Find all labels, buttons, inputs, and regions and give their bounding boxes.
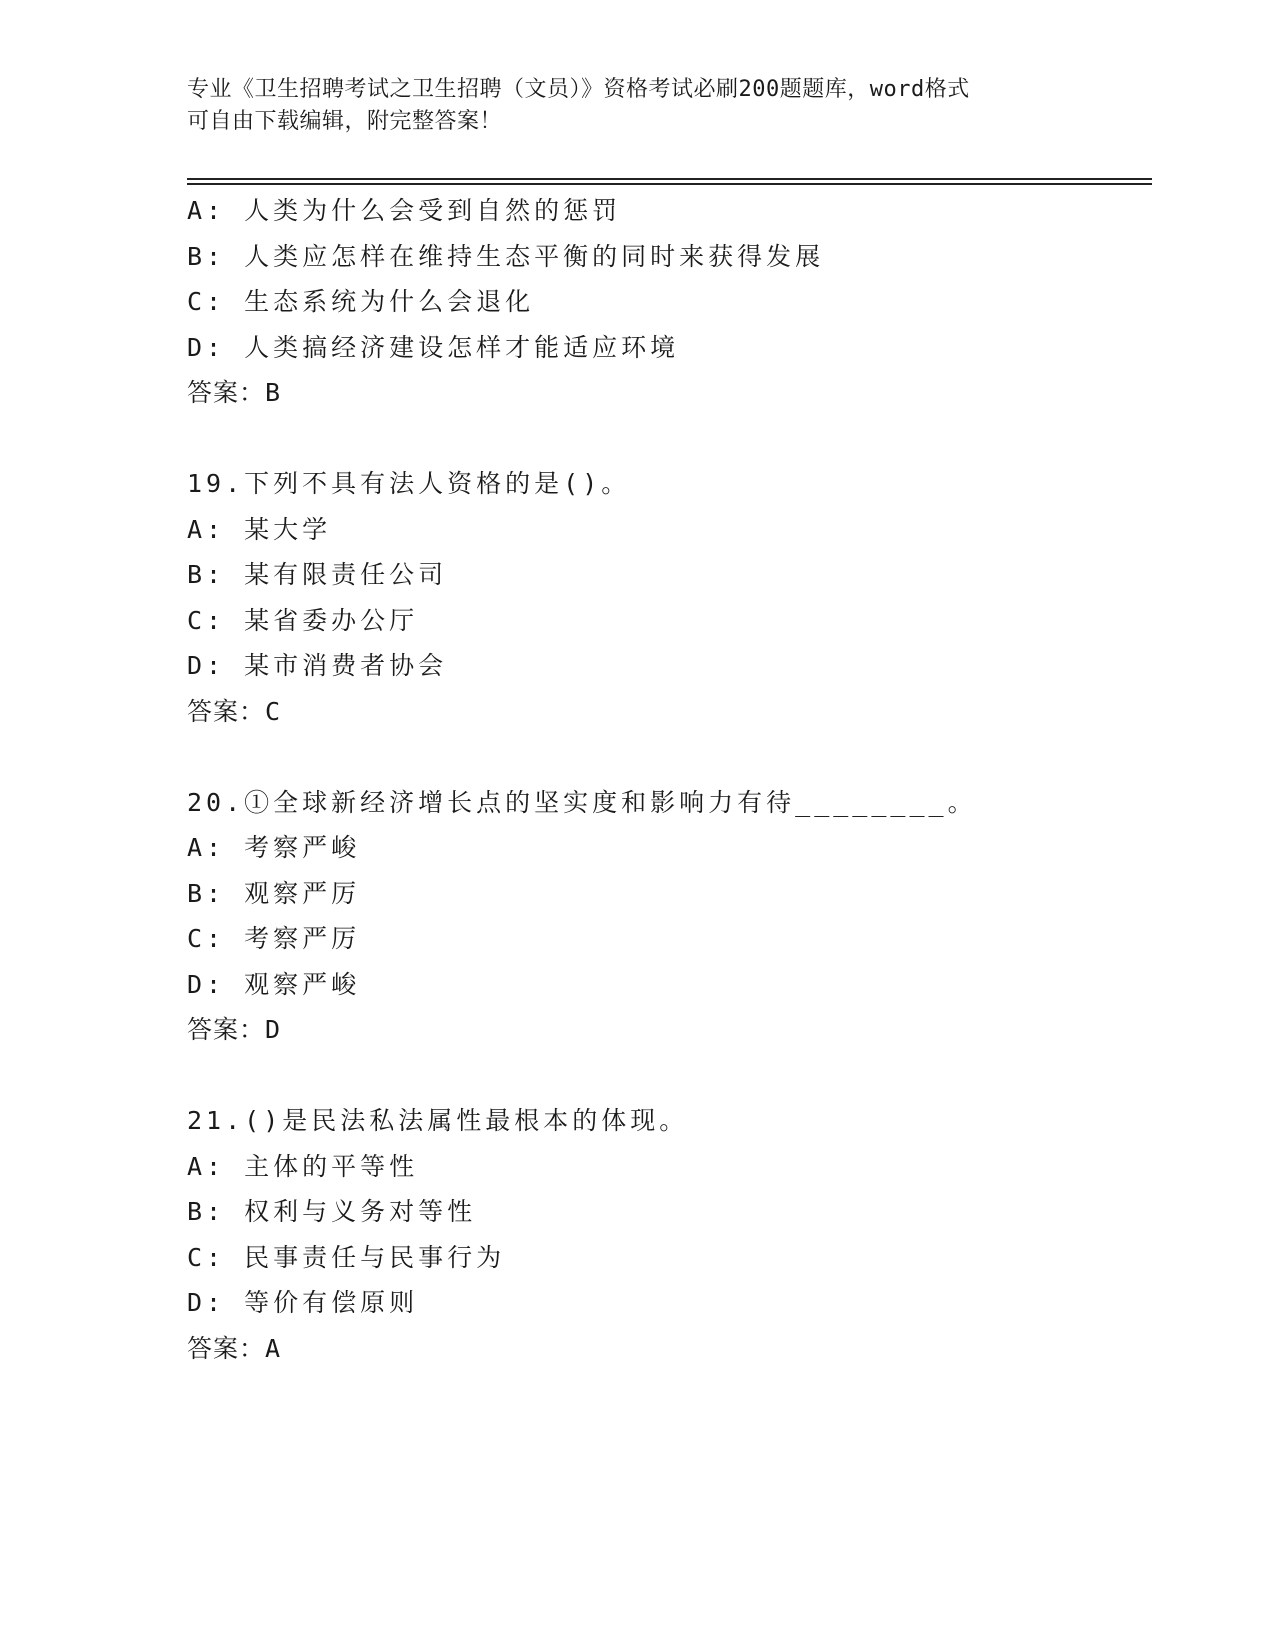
question-list xyxy=(187,188,1147,1371)
option-a: A: 主体的平等性 xyxy=(187,1151,419,1181)
answer-line xyxy=(187,1007,1147,1053)
answer-label: 答案： xyxy=(187,378,266,407)
answer-value: C xyxy=(265,696,282,726)
option-b: B: 某有限责任公司 xyxy=(187,560,448,589)
option-b: B: 观察严厉 xyxy=(187,878,361,908)
option-c: C: 考察严厉 xyxy=(187,924,361,953)
document-header xyxy=(187,74,1087,138)
option-a: A: 考察严峻 xyxy=(187,833,361,862)
answer-line xyxy=(187,370,1147,416)
option-c: C: 民事责任与民事行为 xyxy=(187,1242,506,1272)
question-stem: 21.()是民法私法属性最根本的体现。 xyxy=(187,1106,689,1135)
spacer xyxy=(187,1053,1147,1099)
option-a: A: 人类为什么会受到自然的惩罚 xyxy=(187,196,622,225)
answer-value: B xyxy=(265,378,282,407)
answer-label: 答案： xyxy=(187,1015,266,1044)
option-d: D: 某市消费者协会 xyxy=(187,651,448,680)
answer-label: 答案： xyxy=(187,1333,266,1363)
option-b: B: 权利与义务对等性 xyxy=(187,1197,477,1226)
question-20 xyxy=(187,780,1147,1053)
option-c: C: 生态系统为什么会退化 xyxy=(187,287,535,316)
option-c: C: 某省委办公厅 xyxy=(187,605,419,635)
option-d: D: 观察严峻 xyxy=(187,969,361,999)
question-stem: 19.下列不具有法人资格的是()。 xyxy=(187,469,631,498)
option-d: D: 人类搞经济建设怎样才能适应环境 xyxy=(187,332,680,362)
header-rule-bottom xyxy=(187,183,1152,185)
option-a: A: 某大学 xyxy=(187,514,332,544)
question-19 xyxy=(187,461,1147,734)
option-b: B: 人类应怎样在维持生态平衡的同时来获得发展 xyxy=(187,241,825,271)
answer-line xyxy=(187,689,1147,735)
question-stem: 20.①全球新经济增长点的坚实度和影响力有待________。 xyxy=(187,787,977,817)
answer-label: 答案： xyxy=(187,696,266,726)
question-21 xyxy=(187,1098,1147,1371)
header-line-1: 专业《卫生招聘考试之卫生招聘（文员）》资格考试必刷200题题库，word格式 xyxy=(187,77,970,102)
answer-value: A xyxy=(265,1333,282,1363)
question-18 xyxy=(187,188,1147,416)
header-rule-top xyxy=(187,178,1152,180)
spacer xyxy=(187,416,1147,462)
answer-value: D xyxy=(265,1015,282,1044)
spacer xyxy=(187,734,1147,780)
answer-line xyxy=(187,1326,1147,1372)
header-line-2: 可自由下载编辑，附完整答案！ xyxy=(187,109,503,134)
option-d: D: 等价有偿原则 xyxy=(187,1288,419,1317)
